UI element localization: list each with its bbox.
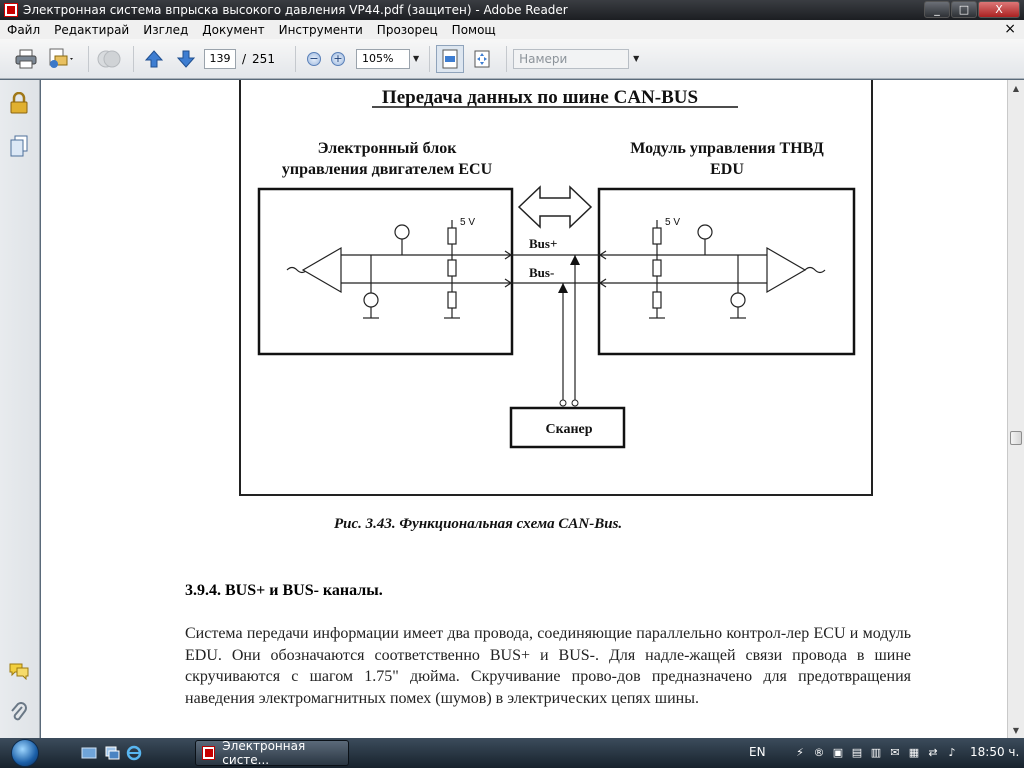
document-view[interactable] bbox=[41, 80, 1007, 738]
find-dropdown-icon[interactable]: ▼ bbox=[633, 54, 640, 63]
tray-icon[interactable]: ⚡ bbox=[796, 745, 804, 759]
scanner-connector bbox=[572, 400, 578, 406]
can-bus-diagram bbox=[41, 80, 1007, 500]
email-document-icon bbox=[47, 48, 75, 70]
find-input[interactable]: Намери bbox=[513, 49, 629, 69]
comment-icon bbox=[8, 662, 30, 680]
toolbar bbox=[0, 39, 1024, 79]
scrollbar-thumb[interactable] bbox=[1010, 431, 1022, 445]
bus-minus-label: Bus- bbox=[529, 265, 555, 280]
toolbar-separator bbox=[429, 46, 430, 72]
close-document-button[interactable]: × bbox=[1004, 21, 1016, 37]
ecu-block bbox=[259, 189, 512, 354]
lock-icon bbox=[10, 92, 28, 114]
pages-icon bbox=[10, 135, 28, 157]
body-paragraph: Система передачи информации имеет два провода, соединяющие параллельно контрол-лер ECU и модуль EDU. Они обозначаются соответственно BUS+ и BUS-. Для надле-жащей связи провода в шине скручиваются с шагом 1.75" дюйма. Скручивание прово-дов предназначено для предотвращения наведения электромагнитных помех (шумов) в электрических цепях шины. bbox=[185, 625, 911, 707]
tray-icon[interactable]: ⇄ bbox=[928, 745, 938, 759]
menu-file[interactable]: Файл bbox=[7, 22, 41, 37]
scanner-connector bbox=[560, 400, 566, 406]
scroll-up-icon[interactable]: ▲ bbox=[1012, 83, 1020, 93]
arrow-down-icon bbox=[176, 49, 196, 69]
figure-title: Передача данных по шине CAN-BUS bbox=[381, 87, 699, 108]
show-desktop-icon[interactable] bbox=[81, 745, 97, 761]
fit-width-button[interactable] bbox=[468, 45, 496, 73]
printer-icon bbox=[15, 49, 37, 69]
zoom-level-input[interactable]: 105% bbox=[356, 49, 410, 69]
adobe-reader-icon bbox=[202, 746, 215, 760]
email-button[interactable] bbox=[44, 45, 78, 73]
total-pages: 251 bbox=[252, 51, 275, 66]
menu-tools[interactable]: Инструменти bbox=[278, 22, 363, 37]
volume-icon[interactable]: ♪ bbox=[948, 745, 956, 759]
title-bar bbox=[0, 0, 1024, 20]
menu-bar bbox=[0, 20, 1024, 39]
ecu-voltage-label: 5 V bbox=[460, 217, 476, 228]
window-title: Электронная система впрыска высокого давления VP44.pdf (защитен) - Adobe Reader bbox=[23, 3, 568, 17]
scroll-down-icon[interactable]: ▼ bbox=[1012, 725, 1020, 735]
next-page-button[interactable] bbox=[172, 45, 200, 73]
zoom-dropdown-icon[interactable]: ▼ bbox=[412, 54, 420, 63]
bidirectional-arrow bbox=[519, 187, 591, 227]
print-button[interactable] bbox=[12, 45, 40, 73]
taskbar-adobe-reader-button[interactable] bbox=[195, 740, 349, 766]
toolbar-separator bbox=[88, 46, 89, 72]
navigation-panel bbox=[0, 80, 40, 738]
collaborate-button[interactable] bbox=[95, 45, 123, 73]
edu-label-line2: EDU bbox=[710, 161, 744, 178]
toolbar-separator bbox=[295, 46, 296, 72]
fit-page-icon bbox=[441, 49, 459, 69]
pages-button[interactable] bbox=[8, 135, 30, 157]
maximize-button[interactable]: □ bbox=[951, 1, 977, 18]
clock[interactable]: 18:50 ч. bbox=[970, 745, 1020, 759]
zoom-out-button[interactable]: − bbox=[307, 52, 321, 66]
language-indicator[interactable]: EN bbox=[749, 745, 766, 759]
tray-icon[interactable]: ▤ bbox=[851, 745, 863, 759]
ecu-label-line1: Электронный блок bbox=[317, 140, 457, 157]
menu-window[interactable]: Прозорец bbox=[376, 22, 438, 37]
menu-view[interactable]: Изглед bbox=[143, 22, 189, 37]
ecu-circuit bbox=[287, 220, 512, 318]
ecu-label-line2: управления двигателем ECU bbox=[281, 161, 493, 178]
minimize-button[interactable]: _ bbox=[924, 1, 950, 18]
edu-voltage-label: 5 V bbox=[665, 217, 681, 228]
section-heading: 3.9.4. BUS+ и BUS- каналы. bbox=[185, 582, 383, 599]
tray-icon[interactable]: ▦ bbox=[908, 745, 920, 759]
security-button[interactable] bbox=[8, 92, 30, 114]
toolbar-separator bbox=[506, 46, 507, 72]
page-separator: / bbox=[242, 51, 247, 66]
close-button[interactable]: X bbox=[978, 1, 1020, 18]
bus-plus-junction bbox=[570, 255, 580, 265]
system-tray bbox=[792, 744, 963, 760]
paperclip-icon bbox=[10, 702, 28, 724]
edu-circuit bbox=[599, 220, 825, 318]
edu-block bbox=[599, 189, 854, 354]
bus-wires bbox=[512, 255, 599, 403]
scanner-label: Сканер bbox=[545, 422, 593, 437]
figure-caption: Рис. 3.43. Функциональная схема CAN-Bus. bbox=[334, 516, 623, 532]
tray-icon[interactable]: ▣ bbox=[832, 745, 844, 759]
toolbar-separator bbox=[133, 46, 134, 72]
zoom-in-button[interactable]: + bbox=[331, 52, 345, 66]
bus-minus-junction bbox=[558, 283, 568, 293]
taskbar bbox=[0, 738, 1024, 768]
internet-explorer-icon[interactable] bbox=[126, 745, 142, 761]
tray-icon[interactable]: ® bbox=[813, 745, 825, 759]
fit-width-icon bbox=[472, 49, 492, 69]
menu-edit[interactable]: Редактирай bbox=[54, 22, 130, 37]
tray-icon[interactable]: ▥ bbox=[870, 745, 882, 759]
windows-logo-icon bbox=[11, 739, 39, 767]
attachments-button[interactable] bbox=[8, 702, 30, 724]
collaborate-icon bbox=[97, 48, 121, 70]
edu-label-line1: Модуль управления ТНВД bbox=[630, 140, 824, 157]
start-button[interactable] bbox=[3, 738, 47, 768]
tray-icon[interactable]: ✉ bbox=[890, 745, 900, 759]
window-controls bbox=[923, 1, 1020, 18]
previous-page-button[interactable] bbox=[140, 45, 168, 73]
adobe-reader-icon bbox=[4, 3, 18, 17]
arrow-up-icon bbox=[144, 49, 164, 69]
comments-button[interactable] bbox=[8, 660, 30, 682]
switch-windows-icon[interactable] bbox=[104, 745, 120, 761]
vertical-scrollbar[interactable] bbox=[1007, 80, 1024, 738]
bus-plus-label: Bus+ bbox=[529, 236, 558, 251]
page-number-input[interactable]: 139 bbox=[204, 49, 236, 69]
taskbar-button-label: Электронная систе... bbox=[222, 739, 306, 767]
menu-help[interactable]: Помощ bbox=[451, 22, 496, 37]
fit-page-button[interactable] bbox=[436, 45, 464, 73]
menu-document[interactable]: Документ bbox=[202, 22, 265, 37]
